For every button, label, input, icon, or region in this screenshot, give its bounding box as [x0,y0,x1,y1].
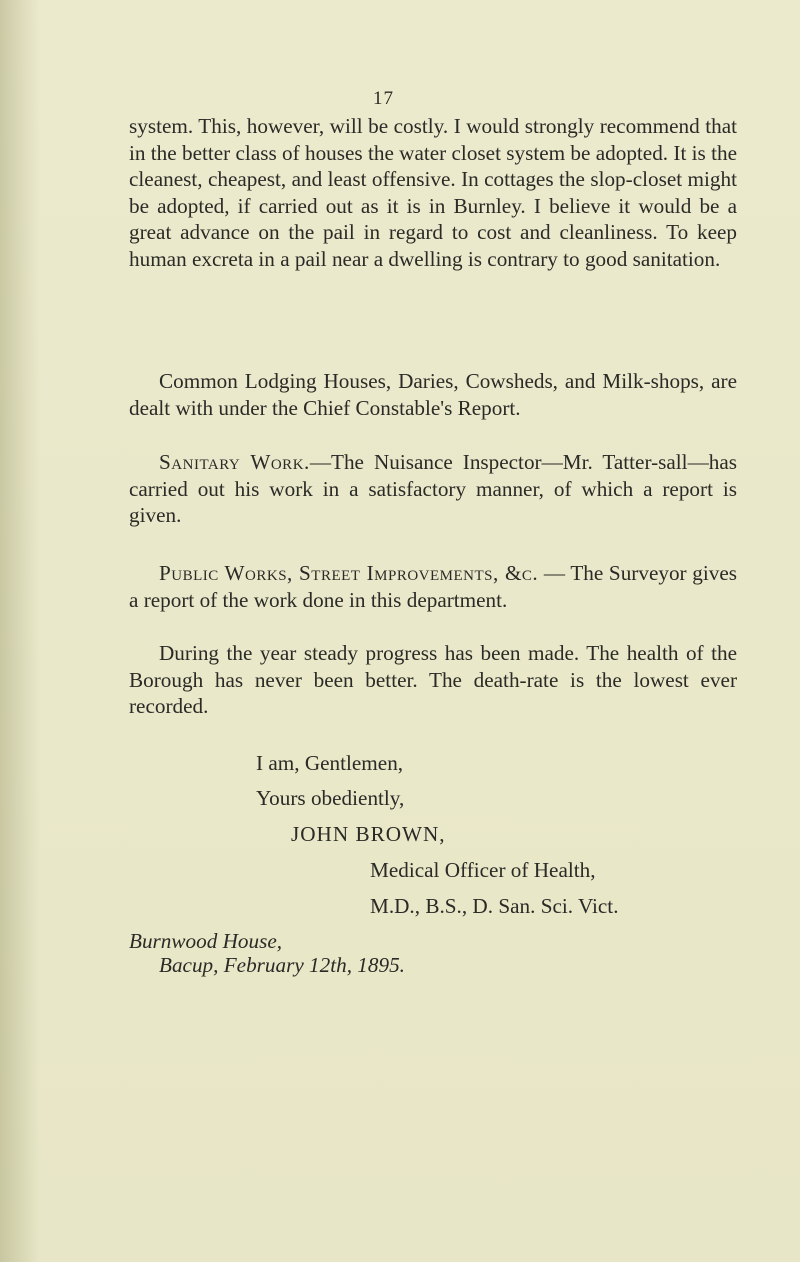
body-public-works: — The Surveyor gives a report of the work done in this department. [129,561,737,612]
paragraph-lodging-houses: Common Lodging Houses, Daries, Cowsheds, and Milk-shops, are dealt with under the Chief Constable's Report. [129,369,737,420]
address-line-2: Bacup, February 12th, 1895. [159,953,405,977]
heading-sanitary-work: Sanitary Work. [159,450,310,474]
signature-salutation: I am, Gentlemen, [256,751,404,775]
signature-closing: Yours obediently, [256,786,405,810]
page-number: 17 [373,88,394,109]
paragraph-public-works [129,560,737,613]
paragraph-progress: During the year steady progress has been made. The health of the Borough has never been better. The death-rate is the lowest ever recorded. [129,641,737,719]
signature-title: Medical Officer of Health, [370,858,596,882]
signature-degrees: M.D., B.S., D. San. Sci. Vict. [370,894,619,918]
heading-public-works: Public Works, Street Improvements, &c. [159,561,539,585]
paragraph-sanitary-work [129,449,737,529]
body-sanitary-work: —The Nuisance Inspector—Mr. Tatter-sall—has carried out his work in a satisfactory manner, of which a report is given. [129,450,737,528]
address-line-1: Burnwood House, [129,929,283,953]
signature-name: JOHN BROWN, [291,822,446,846]
paragraph-sanitation-system: system. This, however, will be costly. I would strongly recommend that in the better class of houses the water closet system be adopted. It is the cleanest, cheapest, and least offensive. In cottages the slop-closet might be adopted, if carried out as it is in Burnley. I believe it would be a great advance on the pail in regard to cost and cleanliness. To keep human excreta in a pail near a dwelling is contrary to good sanitation. [129,114,737,271]
